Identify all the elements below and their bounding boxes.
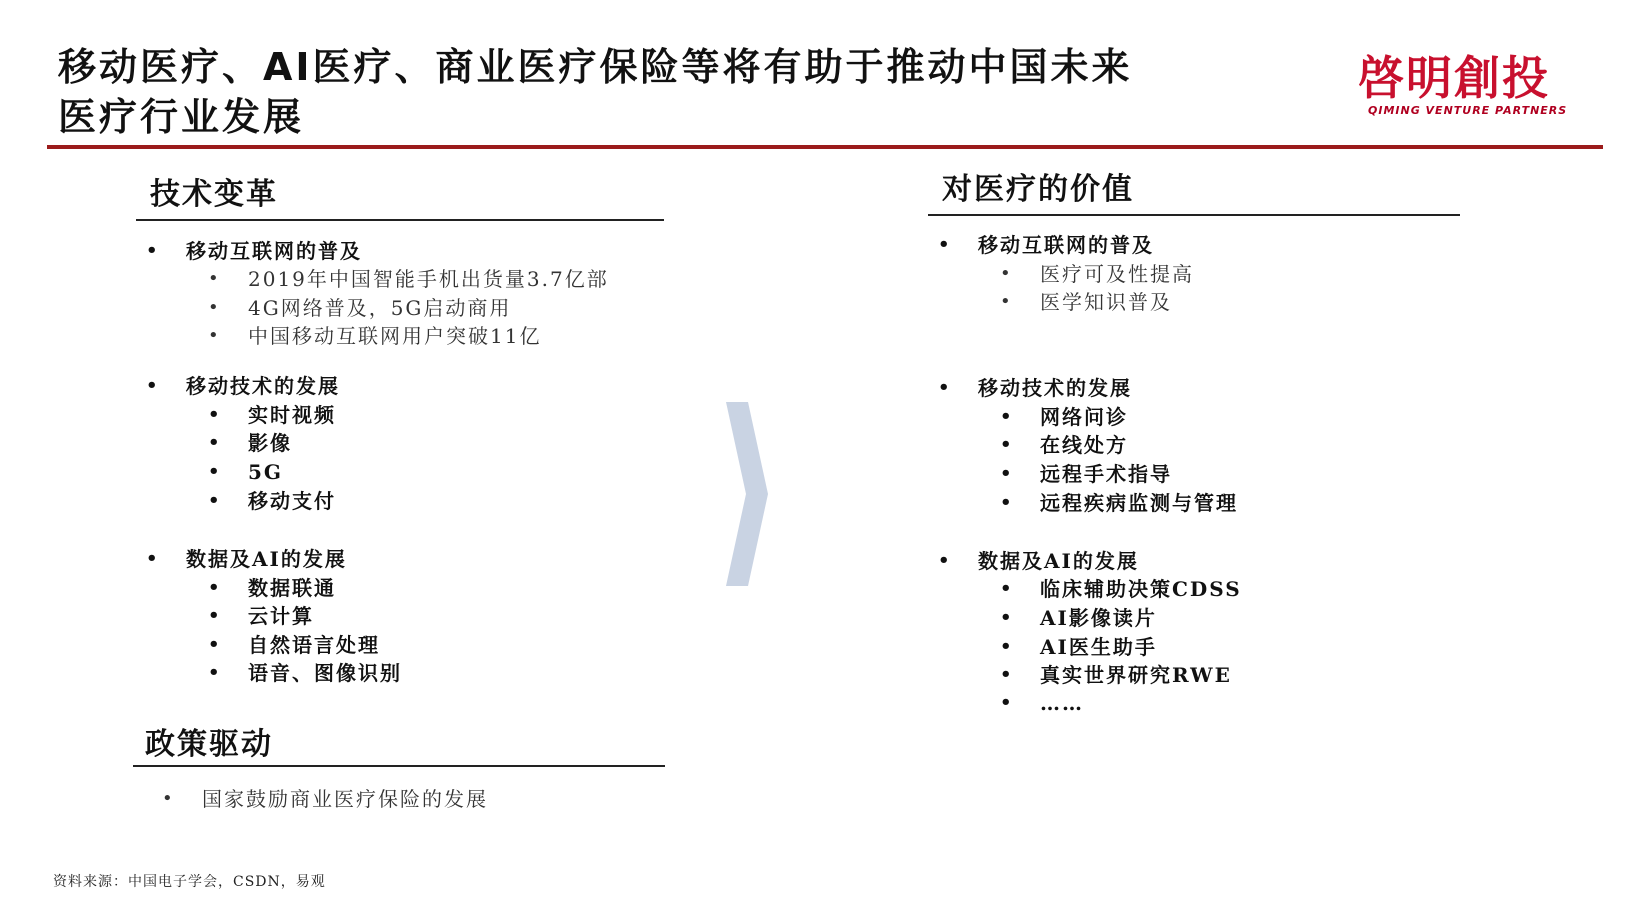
page-title-line-1: 移动医疗、AI医疗、商业医疗保险等将有助于推动中国未来 bbox=[58, 45, 1133, 89]
item-text: AI影像读片 bbox=[1040, 606, 1157, 630]
right-group-1-item bbox=[1000, 288, 1172, 316]
label-text: 移动互联网的普及 bbox=[186, 239, 362, 263]
left-group-1-label bbox=[146, 237, 362, 265]
chevron-right-icon bbox=[724, 402, 770, 586]
right-group-3-item bbox=[1000, 689, 1084, 717]
bullet: • bbox=[208, 577, 222, 598]
item-text: 2019年中国智能手机出货量3.7亿部 bbox=[248, 267, 609, 291]
right-group-1-item bbox=[1000, 260, 1194, 288]
bullet: • bbox=[208, 404, 222, 425]
right-group-1-label bbox=[938, 231, 1154, 259]
logo-chinese-text: 啓明創投 bbox=[1358, 51, 1550, 105]
bullet: • bbox=[162, 788, 175, 809]
left-group-2-item bbox=[208, 487, 336, 515]
left-group-1-item bbox=[208, 322, 542, 350]
value-heading: 对医疗的价值 bbox=[942, 172, 1134, 207]
item-text: …… bbox=[1040, 691, 1084, 715]
bullet: • bbox=[1000, 291, 1013, 312]
bullet: • bbox=[1000, 434, 1014, 455]
right-group-3-label bbox=[938, 547, 1139, 575]
right-group-2-item bbox=[1000, 403, 1128, 431]
label-text: 数据及AI的发展 bbox=[186, 547, 347, 571]
item-text: 医疗可及性提高 bbox=[1040, 262, 1194, 286]
label-text: 移动技术的发展 bbox=[978, 376, 1132, 400]
label-text: 移动互联网的普及 bbox=[978, 233, 1154, 257]
bullet: • bbox=[1000, 263, 1013, 284]
right-group-2-label bbox=[938, 374, 1132, 402]
value-heading-rule bbox=[928, 214, 1460, 216]
bullet: • bbox=[208, 605, 222, 626]
bullet: • bbox=[208, 634, 222, 655]
right-group-2-item bbox=[1000, 489, 1238, 517]
right-group-3-item bbox=[1000, 604, 1157, 632]
bullet: • bbox=[208, 325, 221, 346]
left-group-3-label bbox=[146, 545, 347, 573]
right-group-2-item bbox=[1000, 431, 1128, 459]
bullet: • bbox=[1000, 492, 1014, 513]
policy-item bbox=[162, 785, 488, 813]
item-text: 4G网络普及，5G启动商用 bbox=[248, 296, 512, 320]
bullet: • bbox=[1000, 406, 1014, 427]
qiming-logo bbox=[1358, 51, 1568, 122]
left-group-2-item bbox=[208, 458, 283, 486]
item-text: 远程疾病监测与管理 bbox=[1040, 491, 1238, 515]
right-group-2-item bbox=[1000, 460, 1172, 488]
title-divider bbox=[47, 145, 1603, 149]
left-group-2-label bbox=[146, 372, 340, 400]
tech-heading: 技术变革 bbox=[150, 177, 278, 212]
item-text: 网络问诊 bbox=[1040, 405, 1128, 429]
item-text: AI医生助手 bbox=[1040, 635, 1157, 659]
policy-heading: 政策驱动 bbox=[145, 727, 273, 762]
right-group-3-item bbox=[1000, 633, 1157, 661]
bullet: • bbox=[938, 377, 952, 398]
tech-heading-rule bbox=[136, 219, 664, 221]
item-text: 国家鼓励商业医疗保险的发展 bbox=[202, 787, 488, 811]
bullet: • bbox=[146, 548, 160, 569]
item-text: 5G bbox=[248, 460, 283, 484]
left-group-2-item bbox=[208, 429, 292, 457]
left-group-3-item bbox=[208, 602, 314, 630]
item-text: 在线处方 bbox=[1040, 433, 1128, 457]
left-group-2-item bbox=[208, 401, 336, 429]
left-group-3-item bbox=[208, 574, 336, 602]
bullet: • bbox=[208, 490, 222, 511]
bullet: • bbox=[1000, 664, 1014, 685]
right-group-3-item bbox=[1000, 661, 1232, 689]
label-text: 数据及AI的发展 bbox=[978, 549, 1139, 573]
left-group-1-item bbox=[208, 265, 609, 293]
item-text: 数据联通 bbox=[248, 576, 336, 600]
left-group-3-item bbox=[208, 631, 380, 659]
right-group-3-item bbox=[1000, 575, 1242, 603]
item-text: 真实世界研究RWE bbox=[1040, 663, 1232, 687]
left-group-1-item bbox=[208, 294, 512, 322]
bullet: • bbox=[208, 432, 222, 453]
bullet: • bbox=[1000, 636, 1014, 657]
label-text: 移动技术的发展 bbox=[186, 374, 340, 398]
item-text: 云计算 bbox=[248, 604, 314, 628]
bullet: • bbox=[1000, 607, 1014, 628]
bullet: • bbox=[1000, 692, 1014, 713]
item-text: 语音、图像识别 bbox=[248, 661, 402, 685]
logo-english-text: QIMING VENTURE PARTNERS bbox=[1368, 104, 1568, 117]
bullet: • bbox=[1000, 578, 1014, 599]
page-title-line-2: 医疗行业发展 bbox=[58, 95, 305, 139]
bullet: • bbox=[146, 375, 160, 396]
item-text: 影像 bbox=[248, 431, 292, 455]
item-text: 自然语言处理 bbox=[248, 633, 380, 657]
item-text: 实时视频 bbox=[248, 403, 336, 427]
source-note: 资料来源：中国电子学会，CSDN，易观 bbox=[53, 874, 326, 890]
item-text: 临床辅助决策CDSS bbox=[1040, 577, 1242, 601]
bullet: • bbox=[208, 662, 222, 683]
item-text: 移动支付 bbox=[248, 489, 336, 513]
bullet: • bbox=[1000, 463, 1014, 484]
bullet: • bbox=[208, 268, 221, 289]
bullet: • bbox=[208, 297, 221, 318]
page-title bbox=[58, 42, 1298, 142]
bullet: • bbox=[938, 550, 952, 571]
item-text: 中国移动互联网用户突破11亿 bbox=[248, 324, 542, 348]
policy-heading-rule bbox=[133, 765, 665, 767]
bullet: • bbox=[938, 234, 952, 255]
item-text: 医学知识普及 bbox=[1040, 290, 1172, 314]
left-group-3-item bbox=[208, 659, 402, 687]
bullet: • bbox=[208, 461, 222, 482]
item-text: 远程手术指导 bbox=[1040, 462, 1172, 486]
bullet: • bbox=[146, 240, 160, 261]
